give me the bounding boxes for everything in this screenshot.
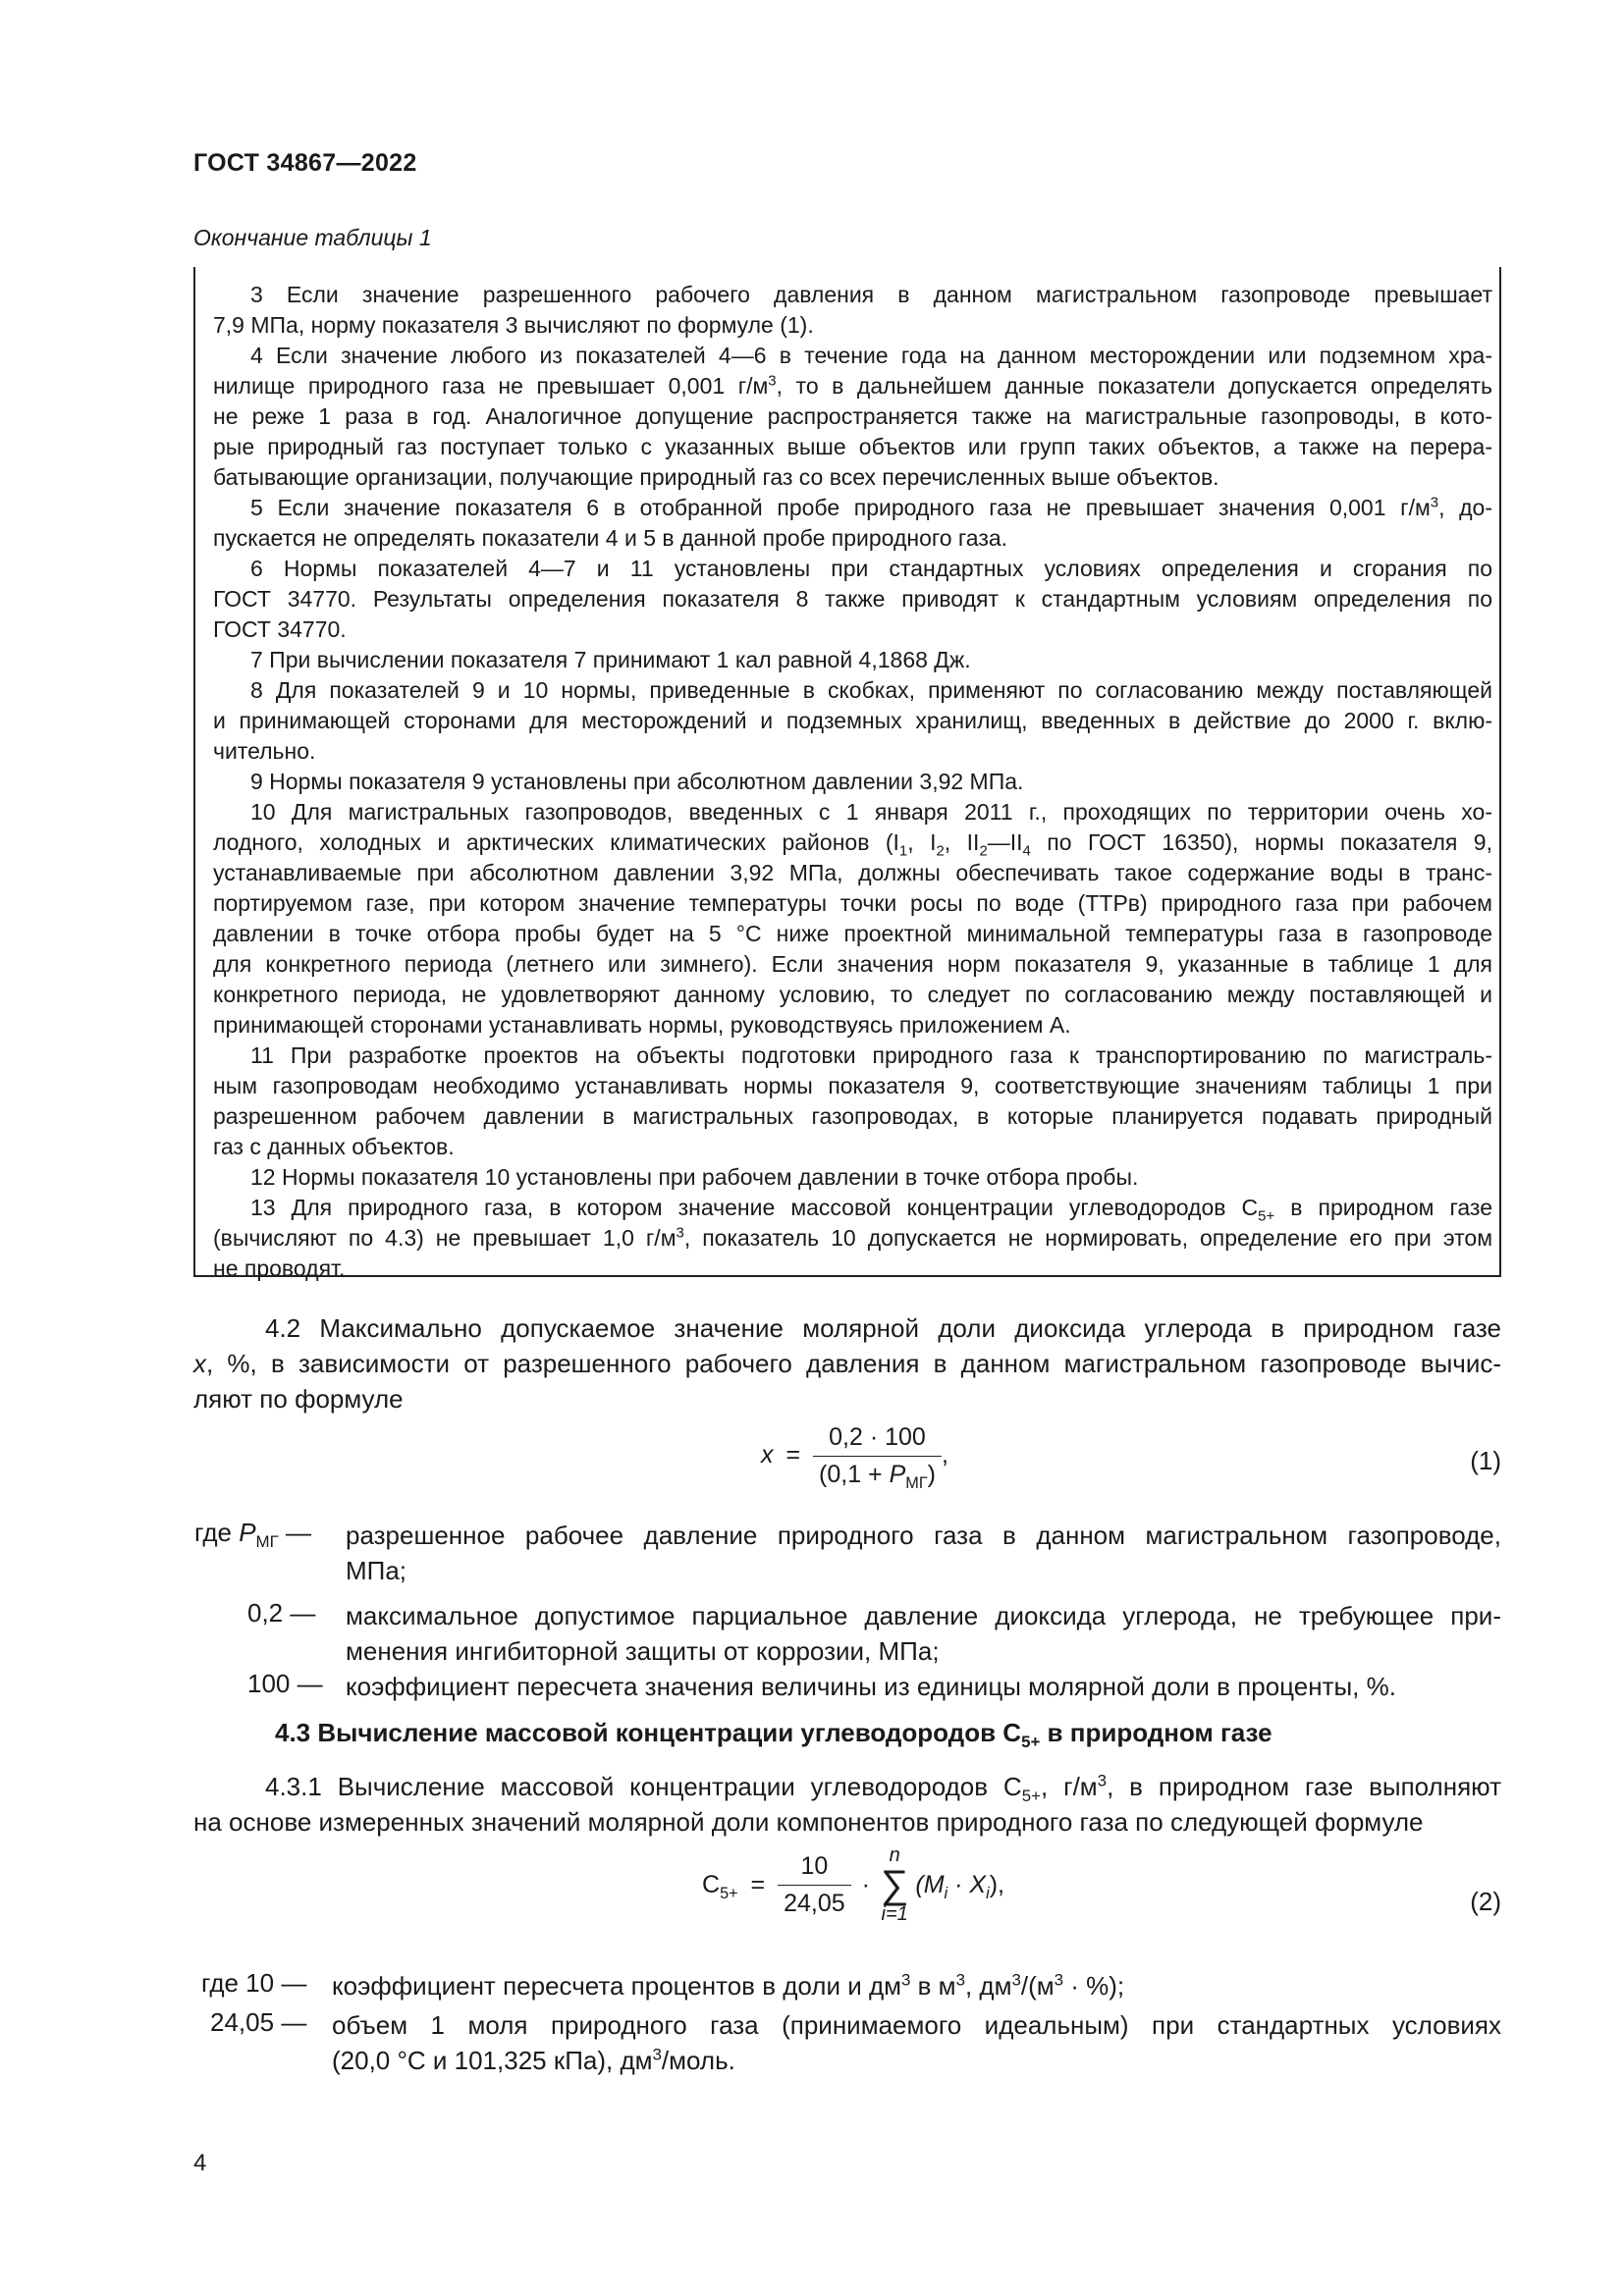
where-2-def-1: коэффициент пересчета процентов в доли и $дм^3$ в $м^3$, $дм^3/(м^3$ · %); [332,1970,1125,2001]
note-10-line-5: давлении в точке отбора пробы будет на 5 °С ниже проектной минимальной температуры газа в газопроводе [213,921,1492,946]
section-4-3-heading: 4.3 Вычисление массовой концентрации углеводородов $С_{5+}$ в природном газе [275,1718,1272,1752]
note-10-line-6: для конкретного периода (летнего или зимнего). Если значения норм показателя 9, указанные в таблице 1 для [213,951,1492,977]
formula-2: $С_{5+}$ = $\frac{10}{24,05}$ · n ∑ i=1 $(M_i \cdot X_i)$, [702,1844,1004,1925]
note-13-line-2: (вычисляют по 4.3) не превышает 1,0 $г/м^3$, показатель 10 допускается не нормировать, определение его при этом [213,1224,1493,1251]
formula-1-fraction: $\frac{0,2 \cdot 100}{(0,1 + P_{МГ})}$ [813,1423,942,1489]
note-12-line-1: 12 Нормы показателя 10 установлены при рабочем давлении в точке отбора пробы. [250,1164,1139,1190]
note-4-line-3: не реже 1 раза в год. Аналогичное допущение распространяется также на магистральные газопроводы, в кото- [213,403,1492,429]
note-4-line-1: 4 Если значение любого из показателей 4—6 в течение года на данном месторождении или подземном хра- [250,343,1492,368]
para-4-2-line-3: ляют по формуле [193,1384,404,1414]
note-11-line-1: 11 При разработке проектов на объекты подготовки природного газа к транспортированию по магистраль- [250,1042,1492,1068]
note-3-line-1: 3 Если значение разрешенного рабочего давления в данном магистральном газопроводе превышает [250,282,1492,307]
note-4-line-2: нилище природного газа не превышает 0,001 $г/м^3$, то в дальнейшем данные показатели допускается определять [213,372,1492,399]
note-11-line-4: газ с данных объектов. [213,1134,455,1159]
note-4-line-5: батывающие организации, получающие природный газ со всех перечисленных выше объектов. [213,464,1219,490]
where-1-def-1-line-1: разрешенное рабочее давление природного газа в данном магистральном газопроводе, [346,1521,1501,1550]
summation: n ∑ i=1 [880,1844,909,1925]
where-1-symbol: где $P_{МГ}$ — [194,1518,311,1552]
note-10-line-7: конкретного периода, не удовлетворяют данному условию, то следует по согласованию между поставляющей и [213,982,1492,1007]
standard-id: ГОСТ 34867—2022 [193,149,417,177]
note-8-line-3: чительно. [213,738,316,764]
formula-2-fraction: $\frac{10}{24,05}$ [778,1852,851,1918]
note-5-line-2: пускается не определять показатели 4 и 5 в данной пробе природного газа. [213,525,1008,551]
where-2-label-10: где 10 — [201,1968,307,1998]
table-caption: Окончание таблицы 1 [193,225,432,250]
note-8-line-2: и принимающей сторонами для месторождений и подземных хранилищ, введенных в действие до 2000 г. вклю- [213,708,1492,733]
where-1-def-1-line-2: МПа; [346,1556,407,1585]
table-notes-box [193,267,1501,1281]
para-4-2-line-1: 4.2 Максимально допускаемое значение молярной доли диоксида углерода в природном газе [265,1313,1501,1343]
note-6-line-1: 6 Нормы показателей 4—7 и 11 установлены при стандартных условиях определения и сгорания по [250,556,1492,581]
note-11-line-3: разрешенном рабочем давлении в магистральных газопроводах, в которые планируется подавать природный [213,1103,1492,1129]
note-10-line-2: лодного, холодных и арктических климатических районов ($I_1$, $I_2$, $II_2—II_4$ по ГОСТ 16350), нормы показателя 9, [213,829,1492,860]
note-9-line-1: 9 Нормы показателя 9 установлены при абсолютном давлении 3,92 МПа. [250,769,1024,794]
note-10-line-4: портируемом газе, при котором значение температуры точки росы по воде (ТТРв) природного газа при рабочем [213,890,1492,916]
note-7-line-1: 7 При вычислении показателя 7 принимают 1 кал равной 4,1868 Дж. [250,647,971,672]
para-4-3-1-line-1: 4.3.1 Вычисление массовой концентрации углеводородов $С_{5+}$, $г/м^3$, в природном газе выполняют [265,1771,1501,1806]
formula-1: x = $\frac{0,2 \cdot 100}{(0,1 + P_{МГ})}$ , [761,1423,948,1492]
note-10-line-1: 10 Для магистральных газопроводов, введенных с 1 января 2011 г., проходящих по территории очень хо- [250,799,1492,825]
para-4-2-line-2: x, %, в зависимости от разрешенного рабочего давления в данном магистральном газопроводе вычис- [193,1349,1501,1378]
where-2-def-2-line-1: объем 1 моля природного газа (принимаемого идеальным) при стандартных условиях [332,2010,1501,2040]
where-1-label-0-2: 0,2 — [247,1598,316,1628]
note-10-line-3: устанавливаемые при абсолютном давлении 3,92 МПа, должны обеспечивать такое содержание воды в транс- [213,860,1492,885]
note-8-line-1: 8 Для показателей 9 и 10 нормы, приведенные в скобках, применяют по согласованию между поставляющей [250,677,1492,703]
note-5-line-1: 5 Если значение показателя 6 в отобранной пробе природного газа не превышает значения 0,001 $г/м^3$, до- [250,494,1492,520]
page-number: 4 [193,2150,207,2176]
where-1-label-100: 100 — [247,1669,323,1698]
where-1-def-3-line-1: коэффициент пересчета значения величины из единицы молярной доли в проценты, %. [346,1672,1396,1701]
where-1-def-2-line-1: максимальное допустимое парциальное давление диоксида углерода, не требующее при- [346,1601,1501,1630]
para-4-3-1-line-2: на основе измеренных значений молярной доли компонентов природного газа по следующей формуле [193,1807,1424,1837]
note-6-line-2: ГОСТ 34770. Результаты определения показателя 8 также приводят к стандартным условиям определения по [213,586,1492,612]
where-2-label-24-05: 24,05 — [210,2007,307,2037]
formula-1-number: (1) [1470,1446,1501,1475]
note-11-line-2: ным газопроводам необходимо устанавливать нормы показателя 9, соответствующие значениям таблицы 1 при [213,1073,1492,1098]
note-13-line-3: не проводят. [213,1255,346,1281]
note-13-line-1: 13 Для природного газа, в котором значение массовой концентрации углеводородов $С_{5+}$ в природном газе [250,1195,1492,1225]
where-1-def-2-line-2: менения ингибиторной защиты от коррозии, МПа; [346,1636,940,1666]
where-2-def-2-line-2: (20,0 °С и 101,325 кПа), $дм^3$/моль. [332,2045,735,2075]
note-4-line-4: рые природный газ поступает только с указанных выше объектов или групп таких объектов, а также на перера- [213,434,1492,459]
note-10-line-8: принимающей сторонами устанавливать нормы, руководствуясь приложением А. [213,1012,1071,1038]
note-3-line-2: 7,9 МПа, норму показателя 3 вычисляют по формуле (1). [213,312,814,338]
formula-2-number: (2) [1470,1887,1501,1916]
note-6-line-3: ГОСТ 34770. [213,616,347,642]
